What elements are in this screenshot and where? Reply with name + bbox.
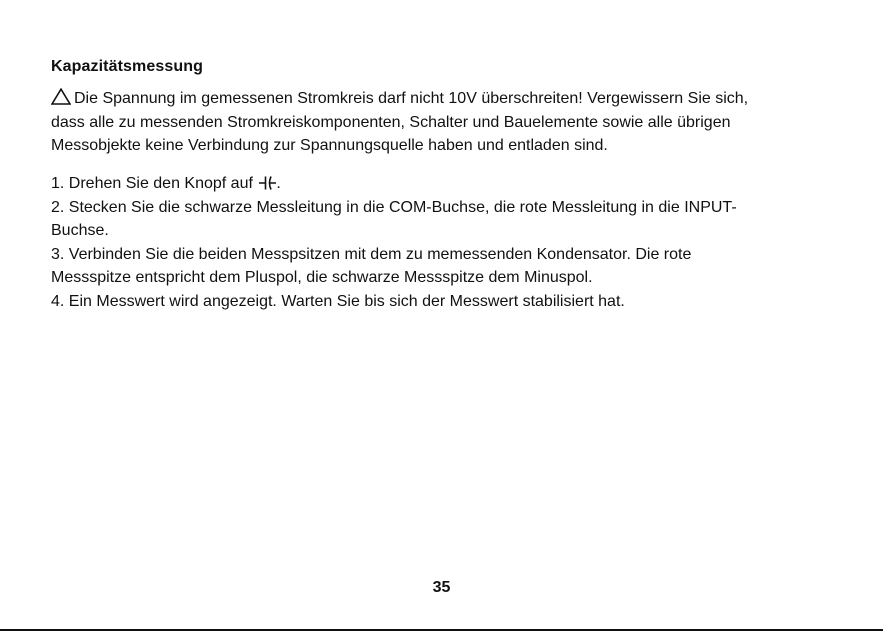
step-3-line-2: Messspitze entspricht dem Pluspol, die schwarze Messspitze dem Minuspol. [51,269,593,286]
step-4: 4. Ein Messwert wird angezeigt. Warten Sie bis sich der Messwert stabilisiert hat. [51,292,625,310]
warning-line-3: Messobjekte keine Verbindung zur Spannungsquelle haben und entladen sind. [51,137,608,154]
capacitor-symbol-icon [259,175,276,191]
steps-list [51,172,851,313]
warning-line-1 [51,87,851,111]
warning-line-2: dass alle zu messenden Stromkreiskomponenten, Schalter und Bauelemente sowie alle übrigen [51,113,731,131]
section-heading: Kapazitätsmessung [51,58,203,75]
warning-triangle-icon [51,88,71,105]
warning-paragraph [51,87,851,158]
step-2-line-1: 2. Stecken Sie die schwarze Messleitung in die COM-Buchse, die rote Messleitung in die INPUT- [51,198,737,216]
step-1-text: 1. Drehen Sie den Knopf auf [51,175,258,192]
warning-text-1: Die Spannung im gemessenen Stromkreis darf nicht 10V überschreiten! Vergewissern Sie sich, [74,90,749,107]
step-1-period: . [276,175,281,192]
step-3-line-1: 3. Verbinden Sie die beiden Messpsitzen mit dem zu memessenden Kondensator. Die rote [51,245,692,263]
page-number: 35 [432,579,451,596]
step-1 [51,172,851,196]
step-2-line-2: Buchse. [51,222,109,239]
